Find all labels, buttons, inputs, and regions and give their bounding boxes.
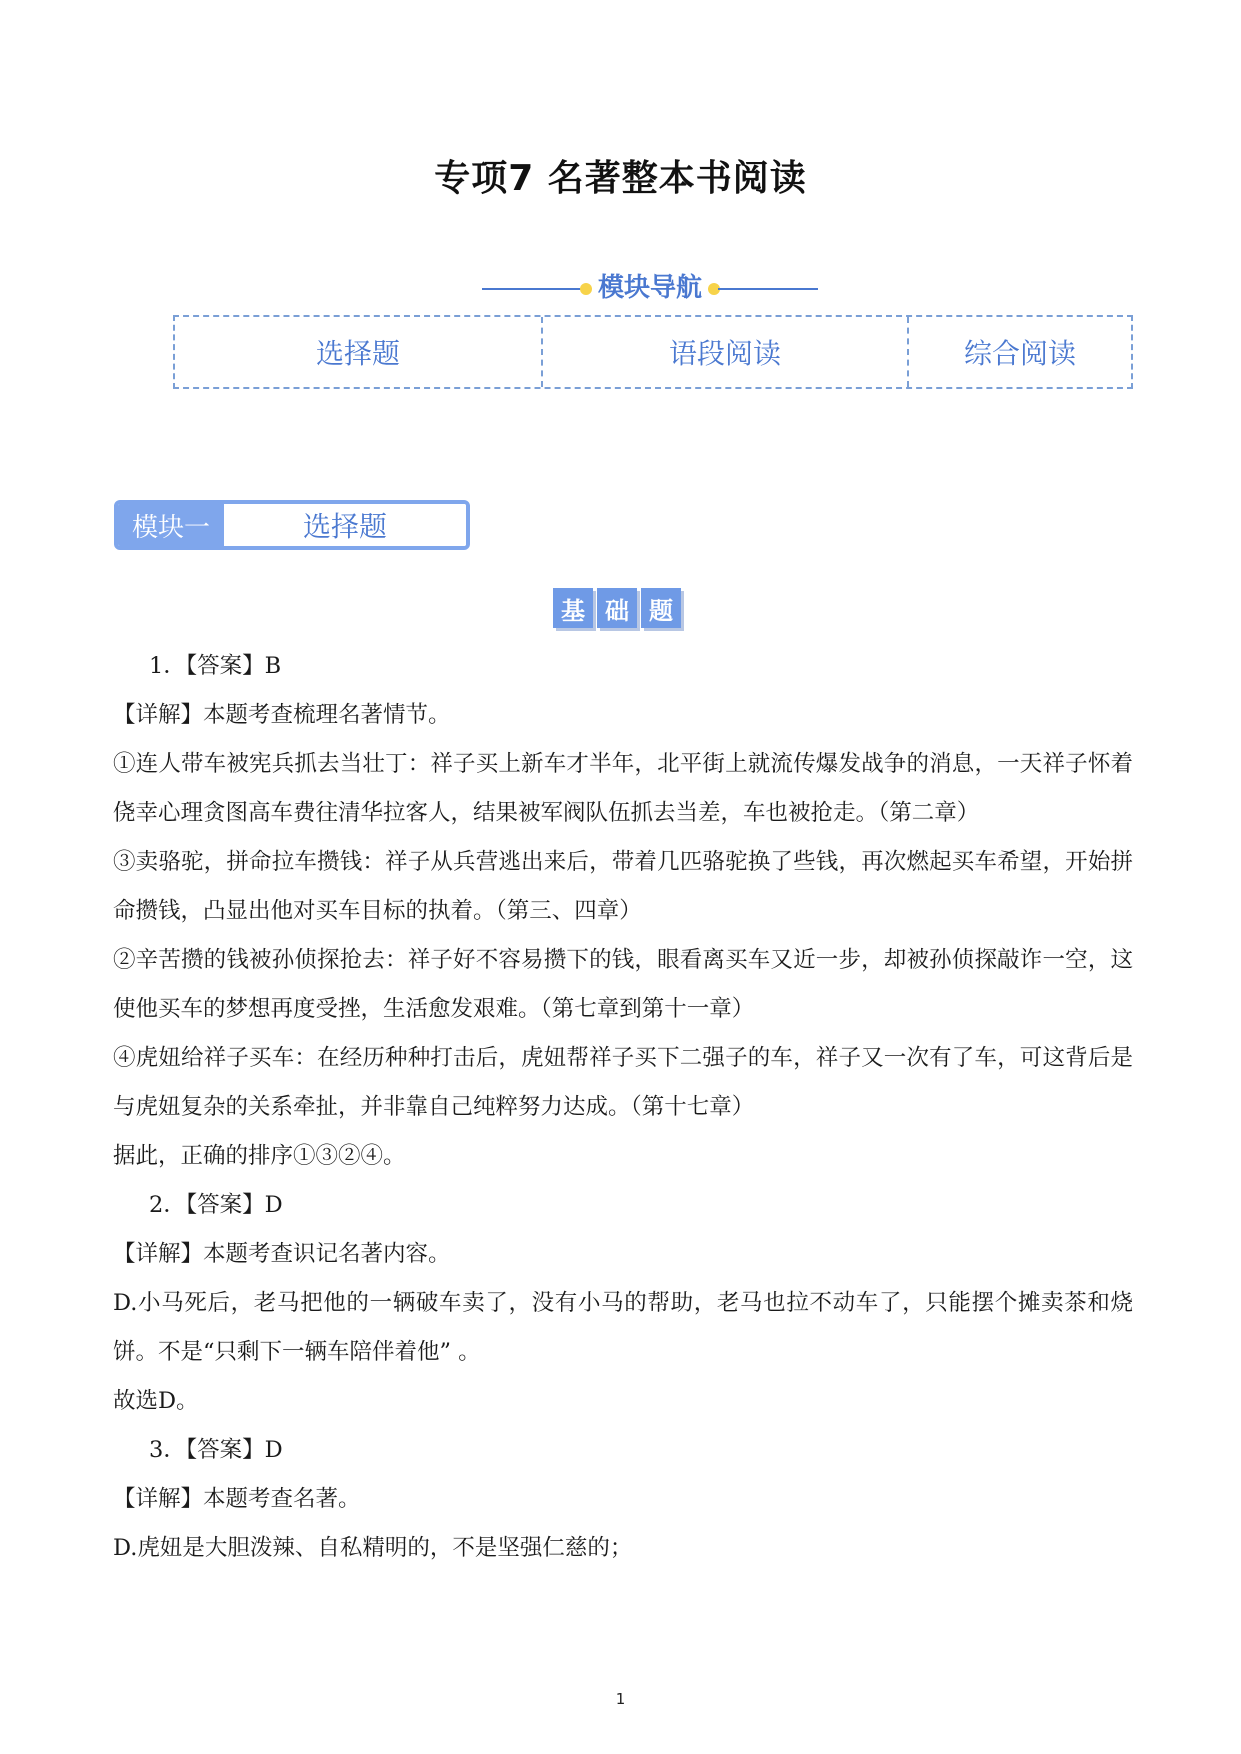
nav-item-passage-reading[interactable]: 语段阅读 bbox=[541, 317, 907, 387]
module-nav-table bbox=[173, 315, 1133, 389]
explanation-3: 【详解】本题考查名著。 bbox=[113, 1486, 361, 1512]
module-nav-label: 模块导航 bbox=[597, 273, 702, 303]
explanation-line: D.虎妞是大胆泼辣、自私精明的，不是坚强仁慈的； bbox=[113, 1535, 633, 1561]
explanation-line: ①连人带车被宪兵抓去当壮丁：祥子买上新车才半年，北平街上就流传爆发战争的消息，一天祥子怀着侥幸心理贪图高车费往清华拉客人，结果被军阀队伍抓去当差，车也被抢走。（第二章） bbox=[113, 751, 1133, 826]
explanation-line: ③卖骆驼，拼命拉车攒钱：祥子从兵营逃出来后，带着几匹骆驼换了些钱，再次燃起买车希望，开始拼命攒钱，凸显出他对买车目标的执着。（第三、四章） bbox=[113, 849, 1133, 924]
explanation-line: ④虎妞给祥子买车：在经历种种打击后，虎妞帮祥子买下二强子的车，祥子又一次有了车，可这背后是与虎妞复杂的关系牵扯，并非靠自己纯粹努力达成。（第十七章） bbox=[113, 1045, 1133, 1120]
explanation-1: 【详解】本题考查梳理名著情节。 bbox=[113, 702, 451, 728]
heading-rule-right bbox=[718, 288, 818, 290]
module-one-header bbox=[114, 500, 470, 550]
nav-item-comprehensive-reading[interactable]: 综合阅读 bbox=[907, 317, 1131, 387]
module-tag: 模块一 bbox=[118, 504, 224, 546]
answer-1: 1．【答案】B bbox=[149, 653, 282, 679]
module-name: 选择题 bbox=[224, 504, 466, 546]
module-nav-heading bbox=[470, 270, 830, 306]
answer-content bbox=[113, 642, 1133, 1573]
explanation-line: D.小马死后，老马把他的一辆破车卖了，没有小马的帮助，老马也拉不动车了，只能摆个摊卖茶和烧饼。不是“只剩下一辆车陪伴着他” 。 bbox=[113, 1290, 1133, 1365]
page-title: 专项7 名著整本书阅读 bbox=[434, 158, 807, 199]
basic-questions-badge bbox=[553, 588, 681, 628]
answer-2: 2．【答案】D bbox=[149, 1192, 283, 1218]
nav-item-choice[interactable]: 选择题 bbox=[315, 337, 400, 370]
badge-char: 础 bbox=[597, 588, 637, 628]
answer-3: 3．【答案】D bbox=[149, 1437, 283, 1463]
conclusion-1: 据此，正确的排序①③②④。 bbox=[113, 1143, 406, 1169]
conclusion-2: 故选D。 bbox=[113, 1388, 199, 1414]
page-number: 1 bbox=[615, 1690, 626, 1708]
explanation-2: 【详解】本题考查识记名著内容。 bbox=[113, 1241, 451, 1267]
badge-char: 题 bbox=[641, 588, 681, 628]
explanation-line: ②辛苦攒的钱被孙侦探抢去：祥子好不容易攒下的钱，眼看离买车又近一步，却被孙侦探敲诈一空，这使他买车的梦想再度受挫，生活愈发艰难。（第七章到第十一章） bbox=[113, 947, 1133, 1022]
badge-char: 基 bbox=[553, 588, 593, 628]
